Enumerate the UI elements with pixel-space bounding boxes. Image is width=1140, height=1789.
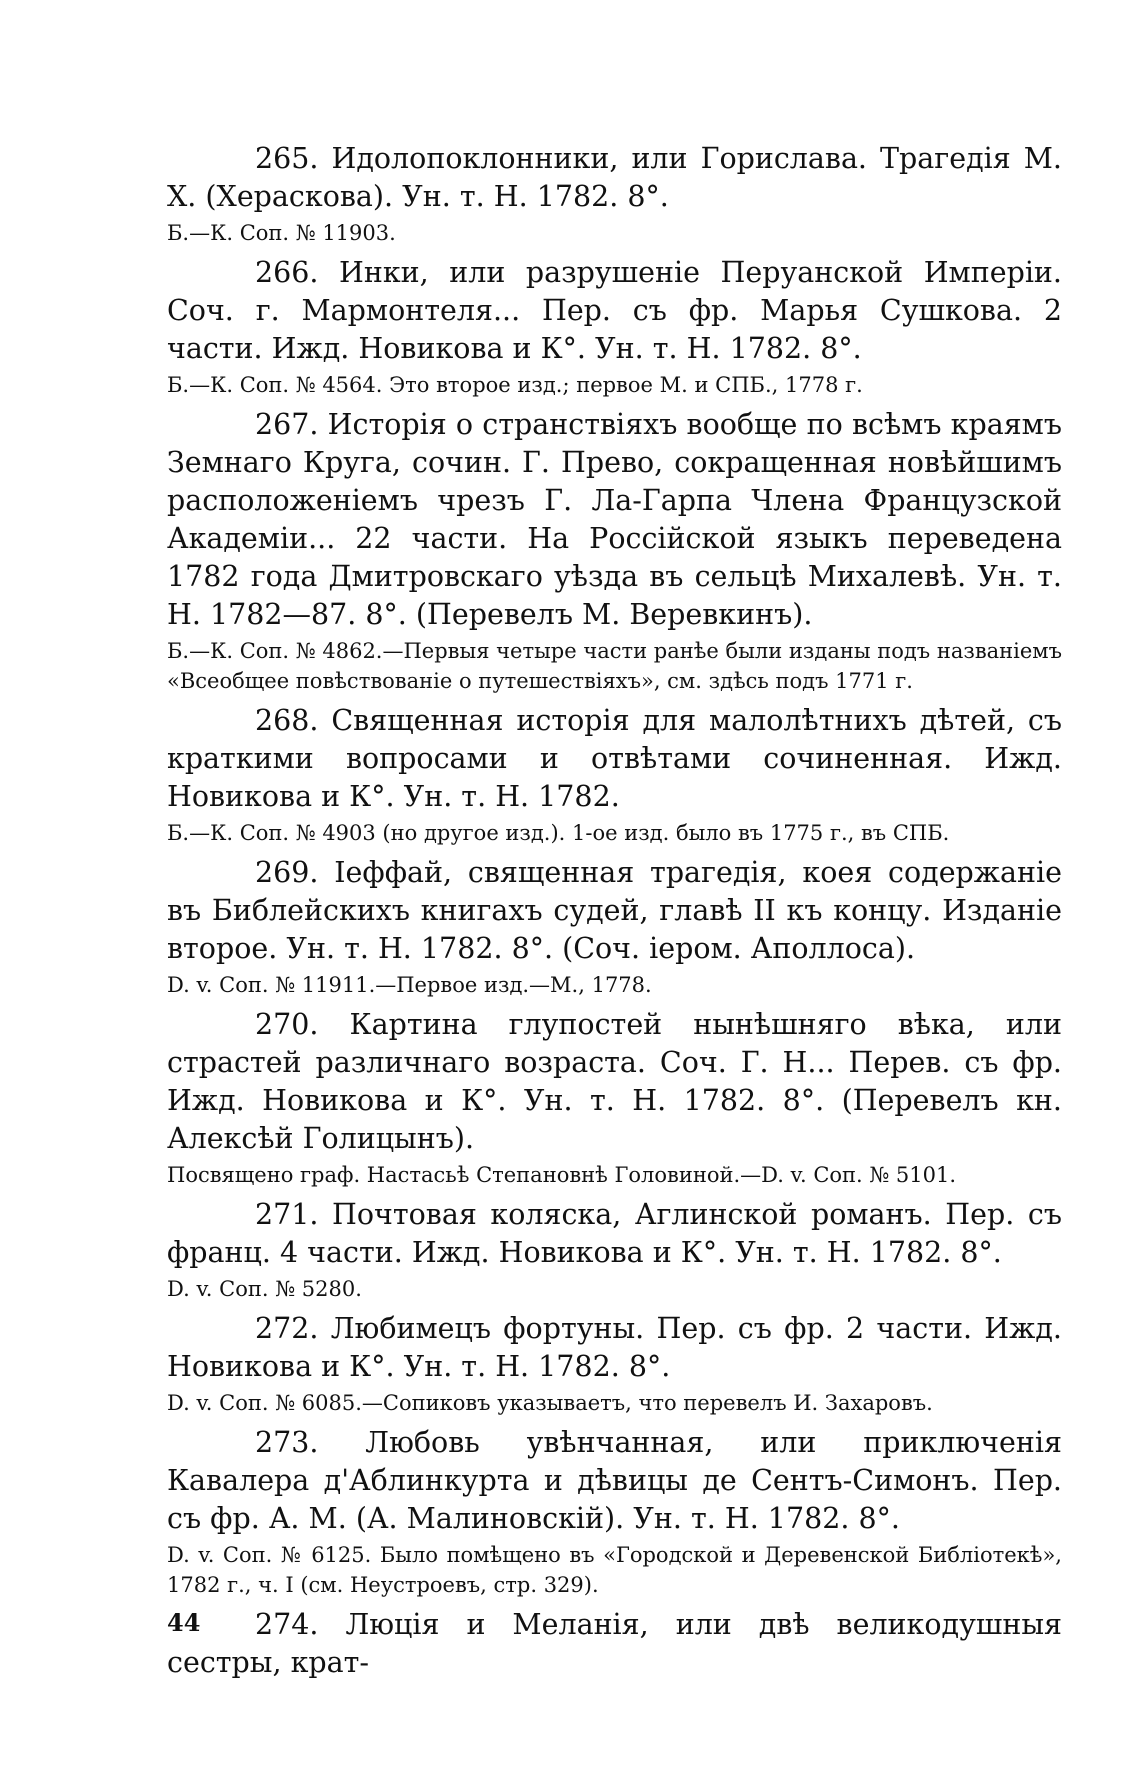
- entry-270: 270. Картина глупостей нынѣшняго вѣка, или страстей различнаго возраста. Соч. Г. Н... Перев. съ фр. Ижд. Новикова и К°. Ун. т. Н. 1782. 8°. (Перевелъ кн. Алексѣй Голицынъ).: [167, 1008, 1062, 1155]
- entry-269: 269. Іеффай, священная трагедія, коея содержаніе въ Библейскихъ книгахъ судей, главѣ II къ концу. Изданіе второе. Ун. т. Н. 1782. 8°. (Соч. іером. Аполлоса).: [167, 856, 1062, 965]
- entry-265: 265. Идолопоклонники, или Горислава. Трагедія М. Х. (Хераскова). Ун. т. Н. 1782. 8°.: [167, 142, 1062, 213]
- entry-271: 271. Почтовая коляска, Аглинской романъ. Пер. съ франц. 4 части. Ижд. Новикова и К°. Ун. т. Н. 1782. 8°.: [167, 1198, 1062, 1269]
- entry-274: 274. Люція и Меланія, или двѣ великодушныя сестры, крат-: [167, 1608, 1062, 1679]
- entry-273: 273. Любовь увѣнчанная, или приключенія Кавалера д'Аблинкурта и дѣвицы де Сентъ-Симонъ. Пер. съ фр. А. М. (А. Малиновскій). Ун. т. Н. 1782. 8°.: [167, 1426, 1062, 1535]
- entry-267: 267. Исторія о странствіяхъ вообще по всѣмъ краямъ Земнаго Круга, сочин. Г. Прево, сокращенная новѣйшимъ расположеніемъ чрезъ Г. Ла-Гарпа Члена Французской Академіи... 22 части. На Россійской языкъ переведена 1782 года Дмитровскаго уѣзда въ сельцѣ Михалевѣ. Ун. т. Н. 1782—87. 8°. (Перевелъ М. Веревкинъ).: [167, 408, 1062, 631]
- page-number: 44: [167, 1608, 201, 1637]
- entry-272: 272. Любимецъ фортуны. Пер. съ фр. 2 части. Ижд. Новикова и К°. Ун. т. Н. 1782. 8°.: [167, 1312, 1062, 1383]
- note-270: Посвящено граф. Настасьѣ Степановнѣ Головиной.—D. v. Соп. № 5101.: [167, 1163, 957, 1187]
- entry-266: 266. Инки, или разрушеніе Перуанской Имперіи. Соч. г. Мармонтеля... Пер. съ фр. Марья Сушкова. 2 части. Ижд. Новикова и К°. Ун. т. Н. 1782. 8°.: [167, 256, 1062, 365]
- note-266: Б.—К. Соп. № 4564. Это второе изд.; первое М. и СПБ., 1778 г.: [167, 373, 863, 397]
- note-265: Б.—К. Соп. № 11903.: [167, 221, 396, 245]
- note-273: D. v. Соп. № 6125. Было помѣщено въ «Городской и Деревенской Библіотекѣ», 1782 г., ч. I (см. Неустроевъ, стр. 329).: [167, 1543, 1062, 1597]
- note-267: Б.—К. Соп. № 4862.—Первыя четыре части ранѣе были изданы подъ названіемъ «Всеобщее повѣствованіе о путешествіяхъ», см. здѣсь подъ 1771 г.: [167, 639, 1062, 693]
- note-269: D. v. Соп. № 11911.—Первое изд.—М., 1778.: [167, 973, 652, 997]
- note-268: Б.—К. Соп. № 4903 (но другое изд.). 1-ое изд. было въ 1775 г., въ СПБ.: [167, 821, 950, 845]
- note-271: D. v. Соп. № 5280.: [167, 1277, 362, 1301]
- entry-268: 268. Священная исторія для малолѣтнихъ дѣтей, съ краткими вопросами и отвѣтами сочиненная. Ижд. Новикова и К°. Ун. т. Н. 1782.: [167, 704, 1062, 813]
- page-body: [167, 140, 1062, 1682]
- note-272: D. v. Соп. № 6085.—Сопиковъ указываетъ, что перевелъ И. Захаровъ.: [167, 1391, 933, 1415]
